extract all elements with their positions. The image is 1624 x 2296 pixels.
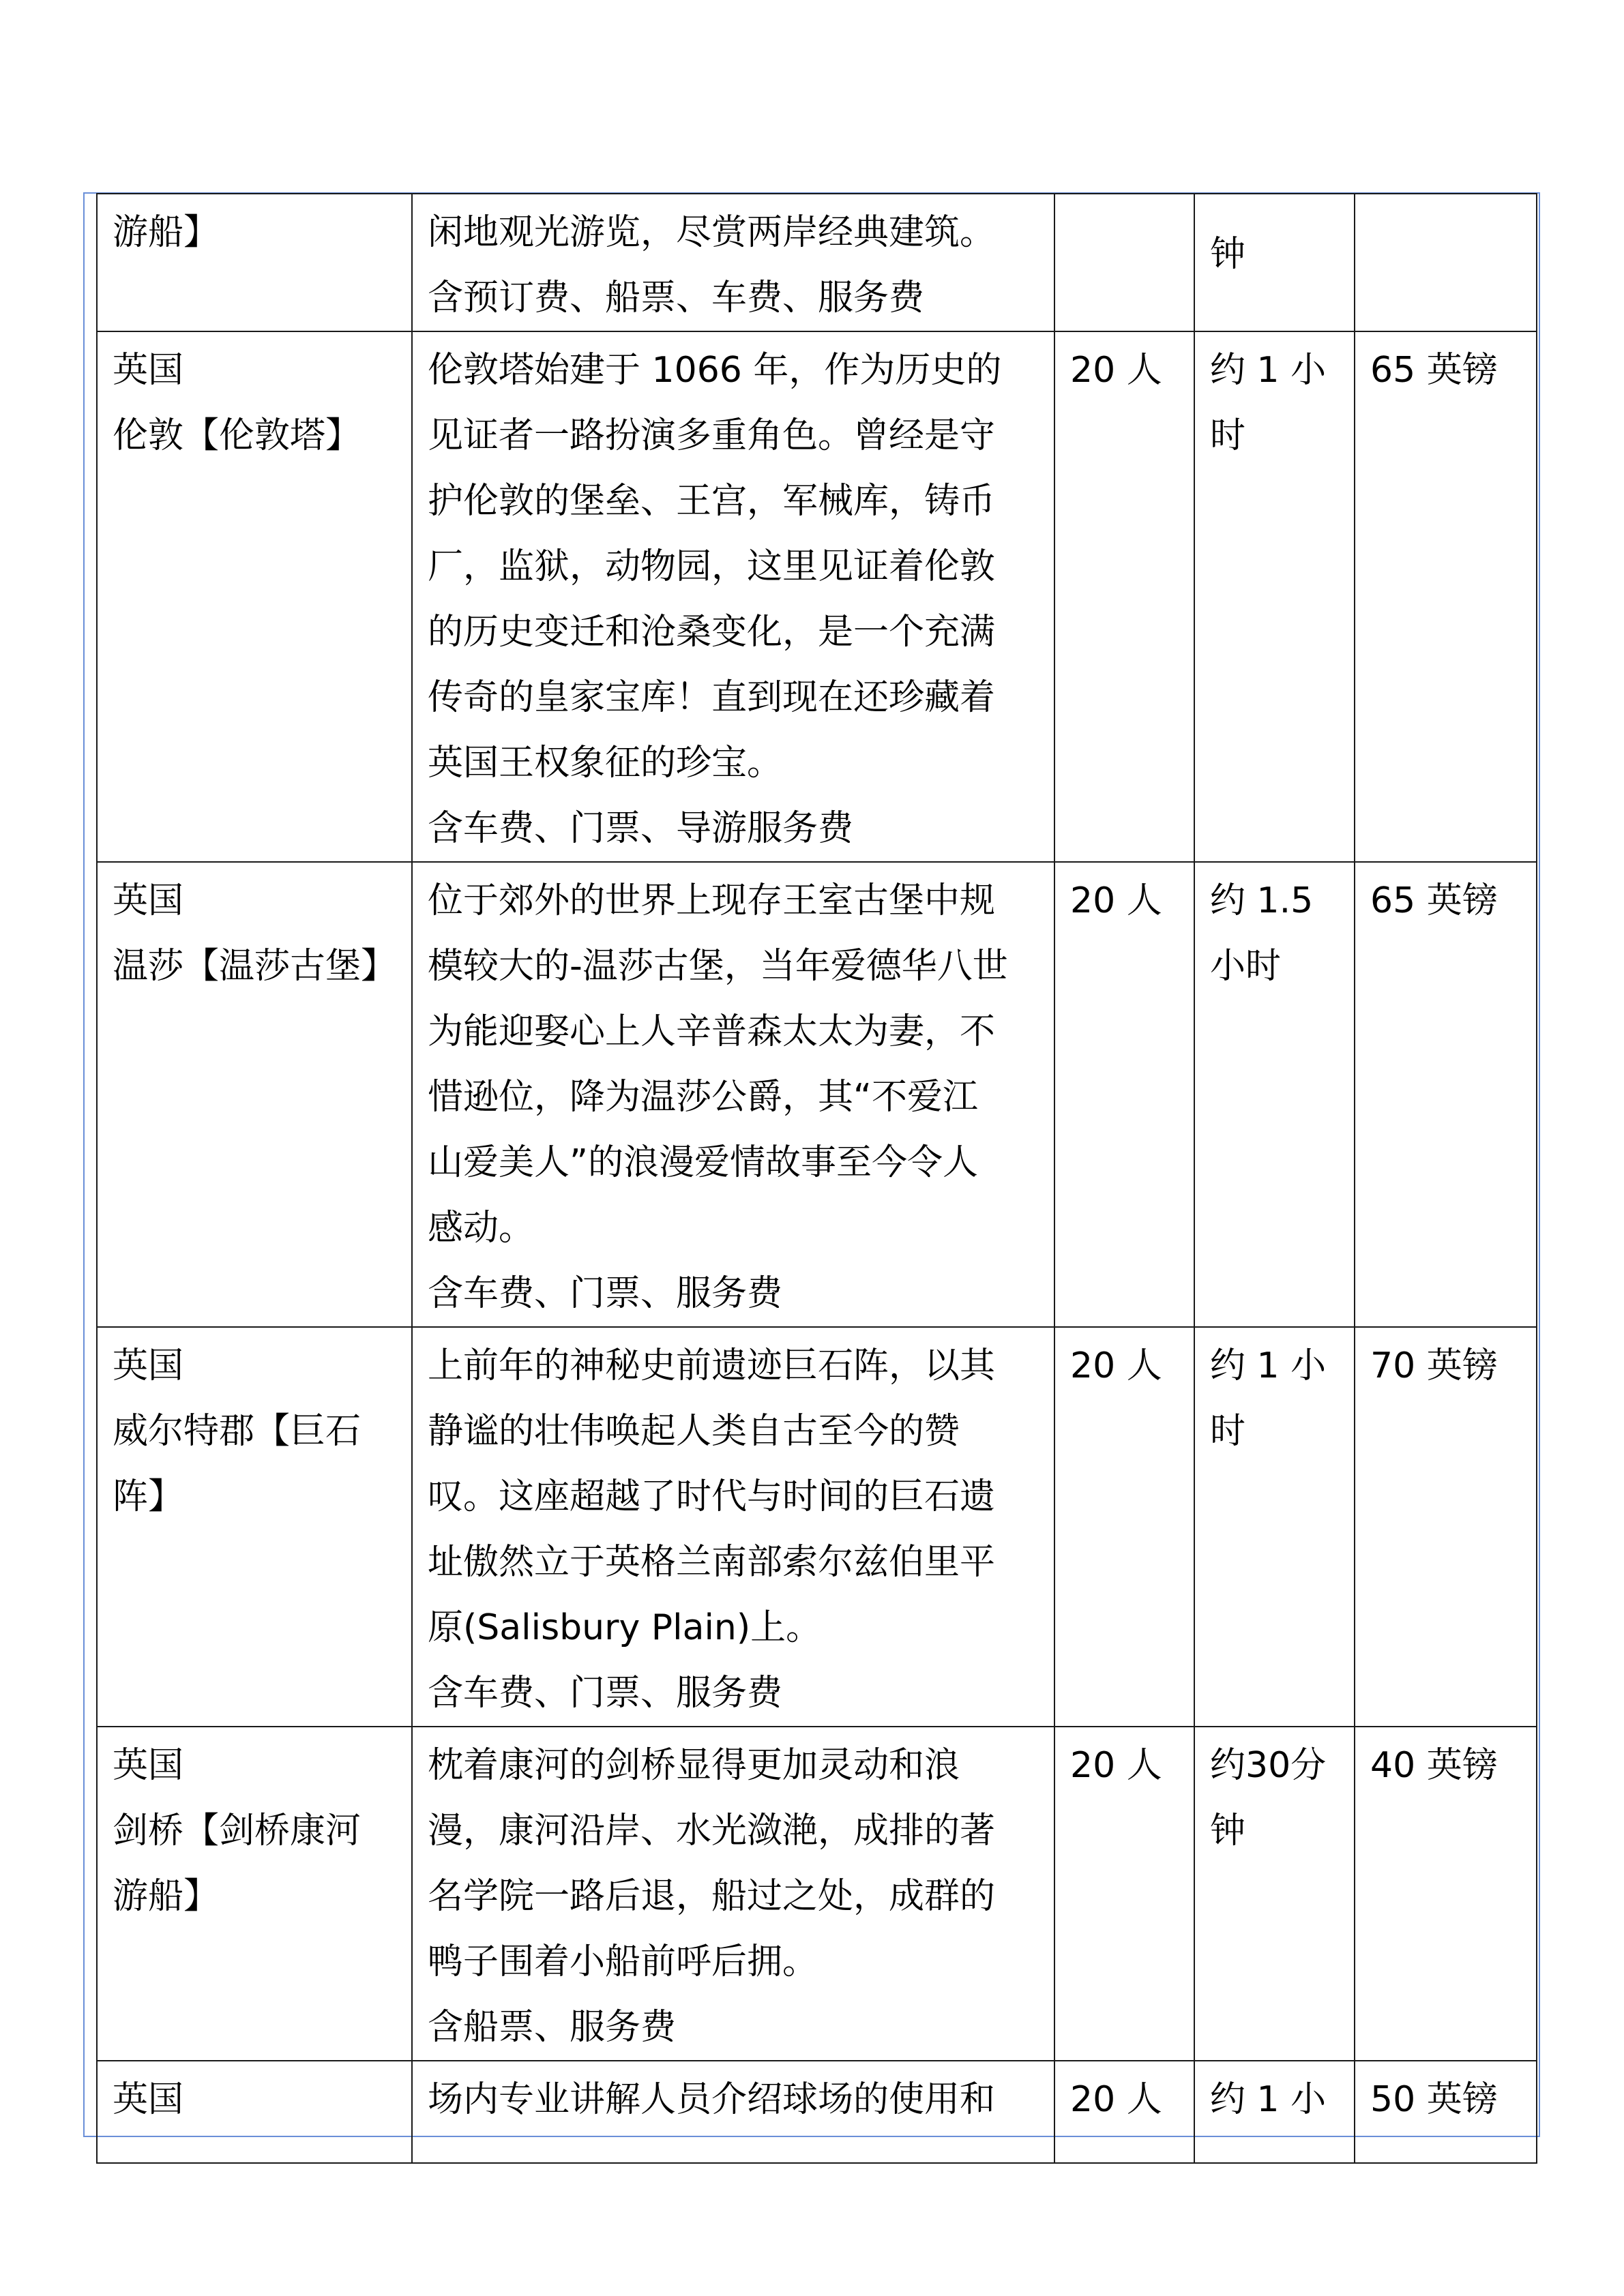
location-line: 游船】 [113, 212, 220, 253]
duration-line: 约 1 小 [1210, 350, 1327, 391]
description-line: 鸭子围着小船前呼后拥。 [428, 1941, 818, 1982]
description-cell [412, 1727, 1054, 2061]
description-line: 漫，康河沿岸、水光潋滟，成排的著 [428, 1810, 996, 1851]
location-line: 伦敦【伦敦塔】 [113, 415, 361, 456]
table-row [97, 1327, 1537, 1727]
location-line: 游船】 [113, 1876, 220, 1917]
description-line: 山爱美人”的浪漫爱情故事至今令人 [428, 1142, 978, 1183]
min_people-text: 20 人 [1070, 880, 1162, 921]
description-line: 原(Salisbury Plain)上。 [428, 1607, 822, 1648]
duration-cell [1194, 862, 1355, 1327]
location-line: 英国 [113, 350, 184, 391]
description-line: 英国王权象征的珍宝。 [428, 743, 783, 784]
tour-table-body [97, 194, 1537, 2163]
price-cell [1355, 1727, 1537, 2061]
price-text: 65 英镑 [1370, 880, 1498, 921]
table-row [97, 862, 1537, 1327]
duration-line: 约 1 小 [1210, 1345, 1327, 1386]
location-cell [97, 1727, 412, 2061]
description-cell [412, 2061, 1054, 2163]
price-text: 40 英镑 [1370, 1745, 1498, 1786]
description-line: 感动。 [428, 1208, 535, 1249]
duration-line: 约 1 小 [1210, 2079, 1327, 2120]
location-line: 英国 [113, 2079, 184, 2120]
description-line: 见证者一路扮演多重角色。曾经是守 [428, 415, 996, 456]
duration-line: 钟 [1210, 234, 1246, 275]
min-people-cell [1054, 194, 1194, 331]
min_people-text: 20 人 [1070, 1745, 1162, 1786]
duration-cell [1194, 1727, 1355, 2061]
price-text: 70 英镑 [1370, 1345, 1498, 1386]
description-line: 上前年的神秘史前遗迹巨石阵，以其 [428, 1345, 996, 1386]
table-row [97, 1727, 1537, 2061]
duration-line: 约 1.5 [1210, 880, 1314, 921]
min_people-text: 20 人 [1070, 350, 1162, 391]
description-line: 护伦敦的堡垒、王宫，军械库，铸币 [428, 481, 996, 522]
table-row [97, 2061, 1537, 2163]
duration-line: 时 [1210, 415, 1246, 456]
description-line: 厂，监狱，动物园，这里见证着伦敦 [428, 546, 996, 587]
price-cell [1355, 2061, 1537, 2163]
description-cell [412, 194, 1054, 331]
description-line: 含船票、服务费 [428, 2007, 677, 2048]
min-people-cell [1054, 862, 1194, 1327]
price-text: 50 英镑 [1370, 2079, 1498, 2120]
min_people-text: 20 人 [1070, 1345, 1162, 1386]
description-line: 惜逊位，降为温莎公爵，其“不爱江 [428, 1077, 978, 1118]
min_people-text: 20 人 [1070, 2079, 1162, 2120]
description-line: 含预订费、船票、车费、服务费 [428, 278, 925, 318]
duration-line: 约30分 [1210, 1745, 1327, 1786]
description-line: 静谧的壮伟唤起人类自古至今的赞 [428, 1411, 960, 1452]
location-cell [97, 862, 412, 1327]
table-row [97, 194, 1537, 331]
description-line: 含车费、门票、服务费 [428, 1273, 783, 1314]
location-cell [97, 1327, 412, 1727]
duration-line: 小时 [1210, 946, 1282, 987]
description-line: 闲地观光游览，尽赏两岸经典建筑。 [428, 212, 996, 253]
description-line: 址傲然立于英格兰南部索尔兹伯里平 [428, 1542, 996, 1583]
description-line: 含车费、门票、导游服务费 [428, 808, 854, 849]
price-cell [1355, 1327, 1537, 1727]
price-cell [1355, 862, 1537, 1327]
duration-cell [1194, 194, 1355, 331]
duration-line: 钟 [1210, 1810, 1246, 1851]
location-cell [97, 2061, 412, 2163]
location-line: 阵】 [113, 1476, 184, 1517]
location-line: 剑桥【剑桥康河 [113, 1810, 361, 1851]
location-line: 威尔特郡【巨石 [113, 1411, 361, 1452]
price-cell [1355, 331, 1537, 862]
location-cell [97, 194, 412, 331]
min-people-cell [1054, 1727, 1194, 2061]
min-people-cell [1054, 331, 1194, 862]
description-line: 为能迎娶心上人辛普森太太为妻，不 [428, 1011, 996, 1052]
location-line: 温莎【温莎古堡】 [113, 946, 397, 987]
location-line: 英国 [113, 1345, 184, 1386]
description-cell [412, 862, 1054, 1327]
description-line: 位于郊外的世界上现存王室古堡中规 [428, 880, 996, 921]
min-people-cell [1054, 1327, 1194, 1727]
description-line: 场内专业讲解人员介绍球场的使用和 [428, 2079, 996, 2120]
price-text: 65 英镑 [1370, 350, 1498, 391]
table-row [97, 331, 1537, 862]
description-line: 枕着康河的剑桥显得更加灵动和浪 [428, 1745, 960, 1786]
description-cell [412, 331, 1054, 862]
description-line: 模较大的-温莎古堡，当年爱德华八世 [428, 946, 1008, 987]
duration-cell [1194, 2061, 1355, 2163]
location-line: 英国 [113, 1745, 184, 1786]
location-line: 英国 [113, 880, 184, 921]
price-cell [1355, 194, 1537, 331]
duration-line: 时 [1210, 1411, 1246, 1452]
description-cell [412, 1327, 1054, 1727]
tour-price-table [96, 193, 1537, 2164]
description-line: 名学院一路后退，船过之处，成群的 [428, 1876, 996, 1917]
description-line: 含车费、门票、服务费 [428, 1673, 783, 1714]
description-line: 伦敦塔始建于 1066 年，作为历史的 [428, 350, 1002, 391]
duration-cell [1194, 331, 1355, 862]
description-line: 传奇的皇家宝库！直到现在还珍藏着 [428, 677, 996, 718]
location-cell [97, 331, 412, 862]
min-people-cell [1054, 2061, 1194, 2163]
description-line: 叹。这座超越了时代与时间的巨石遗 [428, 1476, 996, 1517]
duration-cell [1194, 1327, 1355, 1727]
description-line: 的历史变迁和沧桑变化，是一个充满 [428, 612, 996, 653]
